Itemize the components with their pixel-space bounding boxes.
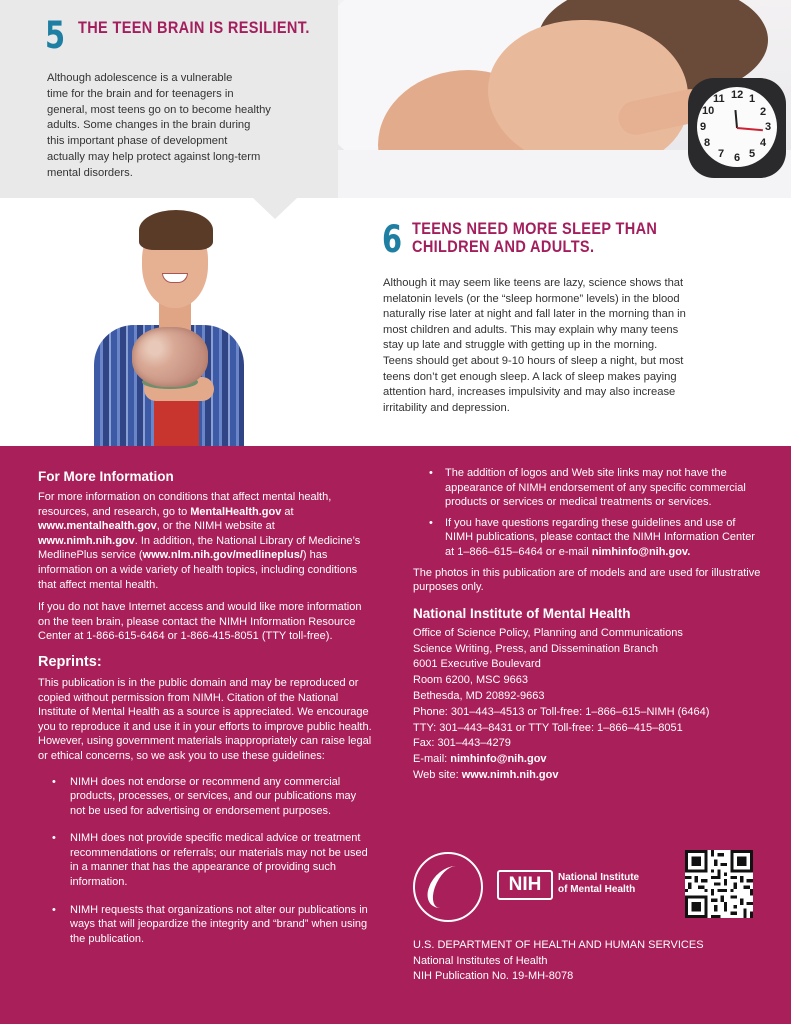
body-line: most children and adults. This may explain why many teens [383,323,679,336]
text: at [281,505,294,518]
logos-row [413,846,763,921]
hair [139,210,213,250]
web-line [413,768,765,784]
nimhinfo-email-link[interactable]: nimhinfo@nih.gov. [591,545,691,558]
more-info-heading: For More Information [38,469,174,484]
clock-number: 9 [700,121,707,133]
info-footer-panel [0,446,791,1024]
footer-line: NIH Publication No. 19-MH-8078 [413,970,574,983]
guidelines-list-continued [413,466,765,560]
list-item: • NIMH requests that organizations not alter our publications in ways that will jeopardize the integrity and “brand” when using the publication. [38,903,374,947]
clock-hour-hand [734,110,738,128]
body-line: general, most teens go on to become healthy [47,103,271,116]
mentalhealth-url-link[interactable]: www.mentalhealth.gov [38,520,157,533]
address-line: Fax: 301–443–4279 [413,737,511,750]
address-line: Room 6200, MSC 9663 [413,674,528,687]
body-line: time for the brain and for teenagers in [47,87,234,100]
clock-number: 12 [731,89,744,101]
hhs-eagle-mark [421,866,474,908]
text: If you have questions regarding these guidelines and use of NIMH publications, please contact the NIMH Information Center at 1–866–615–6464 or e-mail [445,516,755,558]
address-line: TTY: 301–443–8431 or TTY Toll-free: 1–866–415–8051 [413,721,683,734]
body-line: irritability and depression. [383,401,510,414]
clock-face [697,87,777,167]
section-5-panel [0,0,338,198]
medlineplus-link[interactable]: www.nlm.nih.gov/medlineplus/ [142,549,303,562]
clock-number: 5 [749,148,756,160]
sleeping-teen-photo [338,0,791,198]
address-line: Phone: 301–443–4513 or Toll-free: 1–866–615–NIMH (6464) [413,705,710,718]
institute-address [413,626,765,784]
right-column [413,466,765,784]
qr-code-icon[interactable] [685,850,753,918]
email-label: E-mail: [413,753,451,766]
email-link[interactable]: nimhinfo@nih.gov [450,753,547,766]
department-footer [413,938,704,985]
body-line: melatonin levels (or the “sleep hormone” levels) in the blood [383,292,680,305]
body-line: stay up late and struggle with getting up in the morning. [383,339,658,352]
nimh-logo-text [558,872,639,896]
text: For more information on conditions that affect mental health, resources, and research, go to [38,491,332,518]
footer-line: National Institutes of Health [413,954,548,967]
clock-second-hand [737,127,763,131]
text: . In addition, the National Library of Medicine’s MedlinePlus service ( [38,534,361,562]
body-line: Although adolescence is a vulnerable [47,72,233,84]
left-column [38,468,374,959]
more-info-paragraph [38,490,374,592]
list-item: • NIMH does not endorse or recommend any commercial products, processes, or services, and our publications may not be used for advertising or endorsement purposes. [38,775,374,819]
body-line: Although it may seem like teens are lazy, science shows that [383,277,684,289]
teen-holding-brain-photo [84,205,254,448]
body-line: actually may help protect against long-term [47,150,261,163]
clock-number: 10 [702,105,715,117]
body-line: adults. Some changes in the brain during [47,119,251,132]
text: , or the NIMH website at [156,520,275,533]
section-6-number: 6 [382,218,403,261]
list-item [413,516,765,560]
body-line: Teens should get about 9-10 hours of sleep a night, but most [383,354,684,367]
clock-number: 2 [760,106,767,118]
clock-number: 8 [704,137,711,149]
list-item: • NIMH does not provide specific medical advice or treatment recommendations or referrals; our materials may not be used in a manner that has the appearance of providing such information. [38,831,374,889]
alarm-clock-icon [688,78,786,178]
nimh-logo-line: National Institute [558,872,640,883]
mentalhealth-gov-link[interactable]: MentalHealth.gov [190,505,282,518]
clock-number: 11 [713,93,725,105]
body-line: this important phase of development [47,135,228,148]
address-line: Bethesda, MD 20892-9663 [413,689,545,702]
body-line: naturally rise later at night and fall later in the morning than in [383,308,686,321]
section-6-body [383,276,753,416]
clock-number: 1 [749,93,756,105]
section-5-body [47,71,327,182]
address-line: Office of Science Policy, Planning and Communications [413,626,683,639]
photos-note: The photos in this publication are of models and are used for illustrative purposes only. [413,566,761,594]
list-item: • The addition of logos and Web site links may not have the appearance of NIMH endorsement of any specific commercial products or services or medical treatments or services. [413,466,765,510]
reprints-paragraph: This publication is in the public domain and may be reproduced or copied without permission from NIMH. Citation of the National Institute of Mental Health as a source is appreciated. We encourage you to reproduce it and use it in your efforts to improve public health. However, using government materials inappropriately can raise legal or ethical concerns, so we ask you to use these guidelines: [38,676,372,762]
clock-number: 6 [734,152,741,164]
reprints-heading: Reprints: [38,653,102,670]
body-line: mental disorders. [47,166,133,179]
email-line [413,752,765,768]
clock-number: 3 [765,121,772,133]
nimh-website-link[interactable]: www.nimh.nih.gov [38,534,135,547]
section-6-heading: TEENS NEED MORE SLEEP THAN CHILDREN AND ADULTS. [412,220,658,256]
address-line: Science Writing, Press, and Dissemination Branch [413,642,658,655]
callout-pointer [253,198,297,219]
website-link[interactable]: www.nimh.nih.gov [461,768,559,781]
brain-model-icon [132,327,208,387]
section-5-number: 5 [45,14,66,57]
body-line: teens don’t get enough sleep. A lack of sleep makes paying [383,370,677,383]
body-line: attention hard, increases impulsivity and may also increase [383,386,676,399]
text: ) has information on a wide variety of health topics, including conditions that affect mental health. [38,549,358,591]
address-line: 6001 Executive Boulevard [413,658,541,671]
contact-paragraph: If you do not have Internet access and would like more information on the teen brain, please contact the NIMH Information Resource Center at 1-866-615-6464 or 1-866-415-8051 (TTY toll-free). [38,601,362,643]
reprints-guidelines-list [38,775,374,947]
footer-line: U.S. DEPARTMENT OF HEALTH AND HUMAN SERVICES [413,939,704,951]
hhs-seal-icon [413,852,483,922]
section-5-heading: THE TEEN BRAIN IS RESILIENT. [78,19,310,37]
nimh-logo-line: of Mental Health [558,884,636,895]
clock-number: 4 [760,137,767,149]
nih-logo: NIH [497,870,553,900]
institute-heading: National Institute of Mental Health [413,605,631,621]
web-label: Web site: [413,768,462,781]
clock-number: 7 [718,148,725,160]
